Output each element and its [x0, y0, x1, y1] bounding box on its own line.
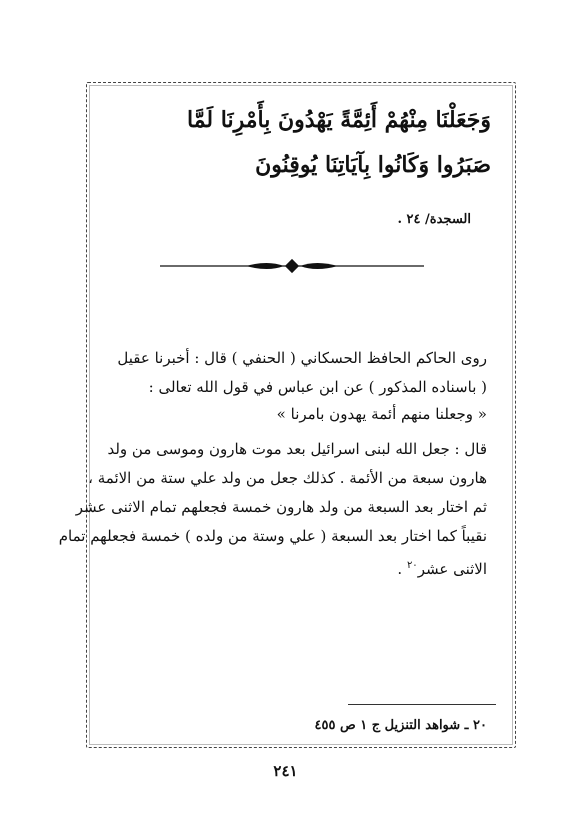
footnote: ٢٠ ـ شواهد التنزيل ج ١ ص ٤٥٥: [314, 718, 487, 733]
narration-line-2: ( باسناده المذكور ) عن ابن عباس في قول الله تعالى :: [148, 378, 487, 396]
commentary-line-5-end: .: [397, 560, 407, 578]
commentary-line-4: نقيباً كما اختار بعد السبعة ( علي وستة من ولده ) خمسة فجعلهم تمام: [58, 527, 487, 545]
quran-verse-line-1: وَجَعَلْنَا مِنْهُمْ أَئِمَّةً يَهْدُونَ بِأَمْرِنَا لَمَّا: [186, 107, 491, 133]
quoted-verse: « وجعلنا منهم أئمة يهدون بامرنا »: [276, 405, 487, 423]
page-number: ٢٤١: [273, 762, 298, 780]
surah-reference: السجدة/ ٢٤ .: [397, 212, 471, 227]
narration-paragraph: [57, 344, 487, 402]
commentary-line-3: ثم اختار بعد السبعة من ولد هارون خمسة فجعلهم تمام الاثنى عشر: [75, 498, 487, 516]
commentary-line-5: [57, 551, 487, 584]
commentary-line-5-text: الاثنى عشر: [417, 560, 487, 578]
commentary-paragraph: [57, 435, 487, 584]
commentary-line-2: هارون سبعة من الأئمة . كذلك جعل من ولد علي ستة من الائمة ،: [88, 469, 487, 487]
footnote-marker: ٢٠: [406, 560, 418, 571]
ornamental-divider: [160, 254, 424, 278]
narration-line-1: روى الحاكم الحافظ الحسكاني ( الحنفي ) قال : أخبرنا عقيل: [117, 349, 487, 367]
commentary-line-1: قال : جعل الله لبنى اسرائيل بعد موت هارون وموسى من ولد: [107, 440, 487, 458]
footnote-separator: [348, 704, 496, 705]
quran-verse-line-2: صَبَرُوا وَكَانُوا بِآيَاتِنَا يُوقِنُونَ: [255, 152, 491, 178]
